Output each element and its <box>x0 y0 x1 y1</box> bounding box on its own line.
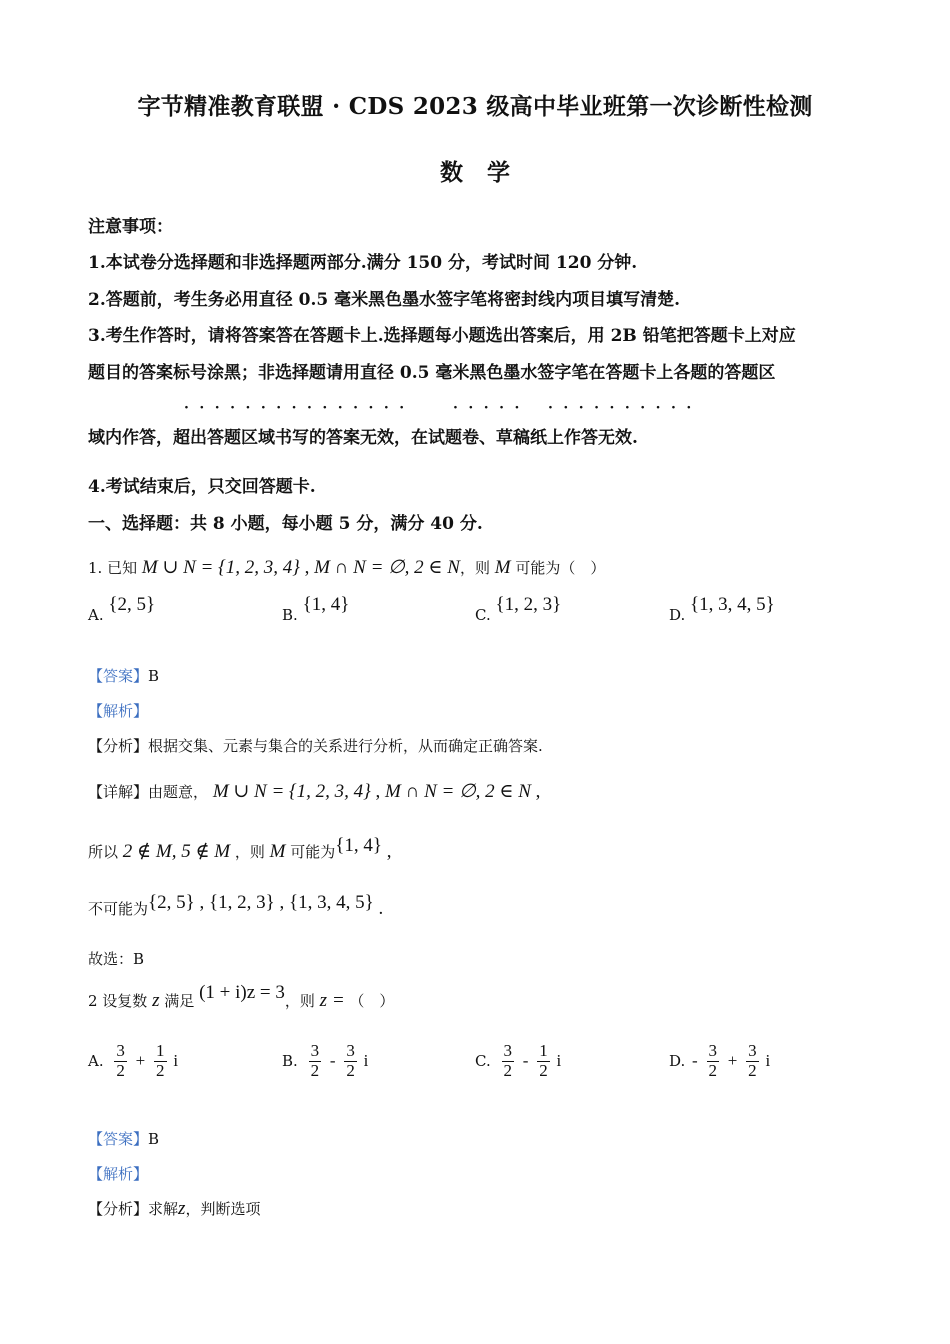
q1-answer-tag: 【答案】 <box>88 667 149 685</box>
q2-option-d-label: D. <box>669 1052 686 1071</box>
q2-answer-value: B <box>148 1130 160 1148</box>
q2-option-d-sign: - <box>692 1051 698 1071</box>
exam-subject: 数学 <box>440 159 534 186</box>
q2-fenxi-variable: z <box>178 1198 186 1219</box>
q2-option-b-label: B. <box>282 1052 298 1071</box>
q1-detail-line-3 <box>88 892 384 920</box>
q1-fenxi-text: 根据交集、元素与集合的关系进行分析，从而确定正确答案. <box>148 737 543 755</box>
notice-item-1: 1.本试卷分选择题和非选择题两部分.满分 150 分，考试时间 120 分钟. <box>88 253 638 273</box>
q2-option-b-real-num: 3 <box>310 1041 320 1060</box>
q1-detail-condition-union: M ∪ N = {1, 2, 3, 4} <box>212 781 371 802</box>
q1-line2-math: 2 ∉ M, 5 ∉ M <box>122 841 231 862</box>
q1-option-b <box>282 594 350 626</box>
q1-option-a-value: {2, 5} <box>108 594 156 615</box>
q1-option-c <box>475 594 562 626</box>
q2-mid2: ，则 <box>284 992 315 1010</box>
q1-detail-prefix: 由题意， <box>148 783 209 801</box>
q2-option-d-imag-fraction <box>746 1042 759 1080</box>
q2-mid: 满足 <box>164 992 195 1010</box>
q1-detail-line-2 <box>88 835 392 863</box>
q2-option-c-real-num: 3 <box>503 1041 512 1060</box>
q1-answer-value: B <box>148 667 160 685</box>
q2-option-b-imag-fraction <box>344 1042 357 1080</box>
q1-mid: ，则 <box>459 559 490 577</box>
q1-option-b-label: B. <box>282 606 298 624</box>
q1-conclusion: 故选：B <box>88 950 145 968</box>
q2-option-d-imag-den: 2 <box>748 1060 757 1080</box>
q2-prefix: 2 设复数 <box>88 992 148 1010</box>
q1-detail <box>88 780 540 803</box>
q2-answer-tag: 【答案】 <box>88 1130 149 1148</box>
q1-stem <box>88 556 605 579</box>
q2-option-c-imag-den: 2 <box>539 1060 548 1080</box>
q2-option-b-imag-den: 2 <box>346 1060 355 1080</box>
q2-option-a <box>88 1042 178 1080</box>
q2-option-a-unit: i <box>173 1051 179 1071</box>
q1-prefix: 1. 已知 <box>88 559 138 577</box>
q1-line3-sets: {2, 5} , {1, 2, 3} , {1, 3, 4, 5} <box>148 892 374 913</box>
q2-fenxi-tag: 【分析】 <box>88 1200 149 1218</box>
q2-option-d-imag-num: 3 <box>748 1041 757 1060</box>
q2-equation: (1 + i)z = 3 <box>199 982 285 1003</box>
q1-analysis-tag: 【解析】 <box>88 702 149 720</box>
q1-fenxi-tag: 【分析】 <box>88 737 149 755</box>
q1-suffix: 可能为（ ） <box>515 559 606 577</box>
q1-option-c-value: {1, 2, 3} <box>495 594 562 615</box>
q2-analysis-tag: 【解析】 <box>88 1165 149 1183</box>
q2-variable: z <box>152 990 160 1011</box>
q1-variable: M <box>494 557 511 578</box>
q1-line3-prefix: 不可能为 <box>88 900 149 918</box>
notice-item-3-line-3: 域内作答，超出答题区域书写的答案无效，在试题卷、草稿纸上作答无效. <box>88 428 638 448</box>
q1-line2-mid: ，则 <box>234 843 265 861</box>
q2-option-c-label: C. <box>475 1052 491 1071</box>
q2-option-a-imag-fraction <box>154 1042 167 1080</box>
q1-option-b-value: {1, 4} <box>302 594 350 615</box>
q2-option-b-imag-num: 3 <box>346 1041 355 1060</box>
q2-option-d <box>669 1042 770 1080</box>
q2-fenxi-suffix: ，判断选项 <box>185 1200 261 1218</box>
q1-condition-union: M ∪ N = {1, 2, 3, 4} <box>141 557 300 578</box>
q1-option-d-label: D. <box>669 606 686 624</box>
q2-option-a-imag-den: 2 <box>156 1060 165 1080</box>
q1-fenxi <box>88 735 543 756</box>
notice-item-3-line-2: 题目的答案标号涂黑；非选择题请用直径 0.5 毫米黑色墨水签字笔在答题卡上各题的答题区 <box>88 363 776 383</box>
q1-option-a <box>88 594 156 626</box>
notice-item-3-line-1: 3.考生作答时，请将答案答在答题卡上.选择题每小题选出答案后，用 2B 铅笔把答题卡上对应 <box>88 326 796 346</box>
q1-line2-text: 可能为 <box>290 843 336 861</box>
q2-option-a-real-num: 3 <box>116 1041 125 1060</box>
notice-item-4: 4.考试结束后，只交回答题卡. <box>88 477 316 497</box>
q1-option-d <box>669 594 775 626</box>
q1-option-a-label: A. <box>88 606 104 624</box>
q2-option-c-imag-fraction <box>537 1042 550 1080</box>
notice-item-2: 2.答题前，考生务必用直径 0.5 毫米黑色墨水签字笔将密封线内项目填写清楚. <box>88 290 681 310</box>
q1-condition-intersection: M ∩ N = ∅, 2 ∈ N <box>314 557 460 578</box>
q2-option-c-real-den: 2 <box>503 1060 512 1080</box>
q1-option-c-label: C. <box>475 606 491 624</box>
q2-stem <box>88 982 395 1012</box>
q2-fenxi <box>88 1198 260 1220</box>
q2-option-b-unit: i <box>363 1051 369 1071</box>
emphasis-dots-1: ··············· <box>184 400 415 416</box>
q1-detail-end: , <box>530 781 541 802</box>
q2-option-a-real-fraction <box>114 1042 127 1080</box>
q2-option-c-unit: i <box>556 1051 562 1071</box>
q2-option-b <box>282 1042 368 1080</box>
q1-option-d-value: {1, 3, 4, 5} <box>690 594 775 615</box>
section-heading: 一、选择题：共 8 小题，每小题 5 分，满分 40 分. <box>88 514 483 534</box>
emphasis-dots-2: ····· <box>453 400 530 416</box>
q2-option-d-unit: i <box>765 1051 771 1071</box>
notice-heading: 注意事项： <box>88 217 173 237</box>
q2-option-c-imag-num: 1 <box>539 1041 548 1060</box>
q2-option-a-imag-num: 1 <box>156 1041 165 1060</box>
q2-option-d-real-fraction <box>707 1042 720 1080</box>
q2-suffix: （ ） <box>349 992 395 1010</box>
q1-separator: , <box>299 557 310 578</box>
q2-option-a-op: + <box>135 1051 146 1071</box>
q2-option-a-real-den: 2 <box>116 1060 125 1080</box>
q2-option-c <box>475 1042 561 1080</box>
q1-answer <box>88 665 159 686</box>
emphasis-dots-3: ·········· <box>548 400 702 416</box>
exam-title: 字节精准教育联盟 · CDS 2023 级高中毕业班第一次诊断性检测 <box>137 93 813 120</box>
q2-option-a-label: A. <box>88 1052 104 1071</box>
q2-fenxi-prefix: 求解 <box>148 1200 179 1218</box>
q1-detail-tag: 【详解】 <box>88 783 149 801</box>
q2-option-b-real-fraction <box>309 1042 322 1080</box>
q1-line2-prefix: 所以 <box>88 843 119 861</box>
q2-option-b-real-den: 2 <box>310 1060 320 1080</box>
q1-line2-variable: M <box>269 841 286 862</box>
q2-option-c-op: - <box>522 1051 529 1071</box>
q2-option-d-real-den: 2 <box>708 1060 717 1080</box>
q1-line3-end: . <box>373 898 384 919</box>
q1-detail-condition-intersection: M ∩ N = ∅, 2 ∈ N <box>385 781 531 802</box>
q2-answer <box>88 1128 159 1149</box>
q1-detail-separator: , <box>370 781 381 802</box>
q2-ask: z = <box>319 990 345 1011</box>
q2-option-d-op: + <box>727 1051 738 1071</box>
q2-option-b-op: - <box>329 1051 336 1071</box>
q2-option-c-real-fraction <box>502 1042 515 1080</box>
q1-line2-set: {1, 4} <box>335 835 383 856</box>
q2-option-d-real-num: 3 <box>708 1041 717 1060</box>
q1-line2-end: , <box>382 841 392 862</box>
